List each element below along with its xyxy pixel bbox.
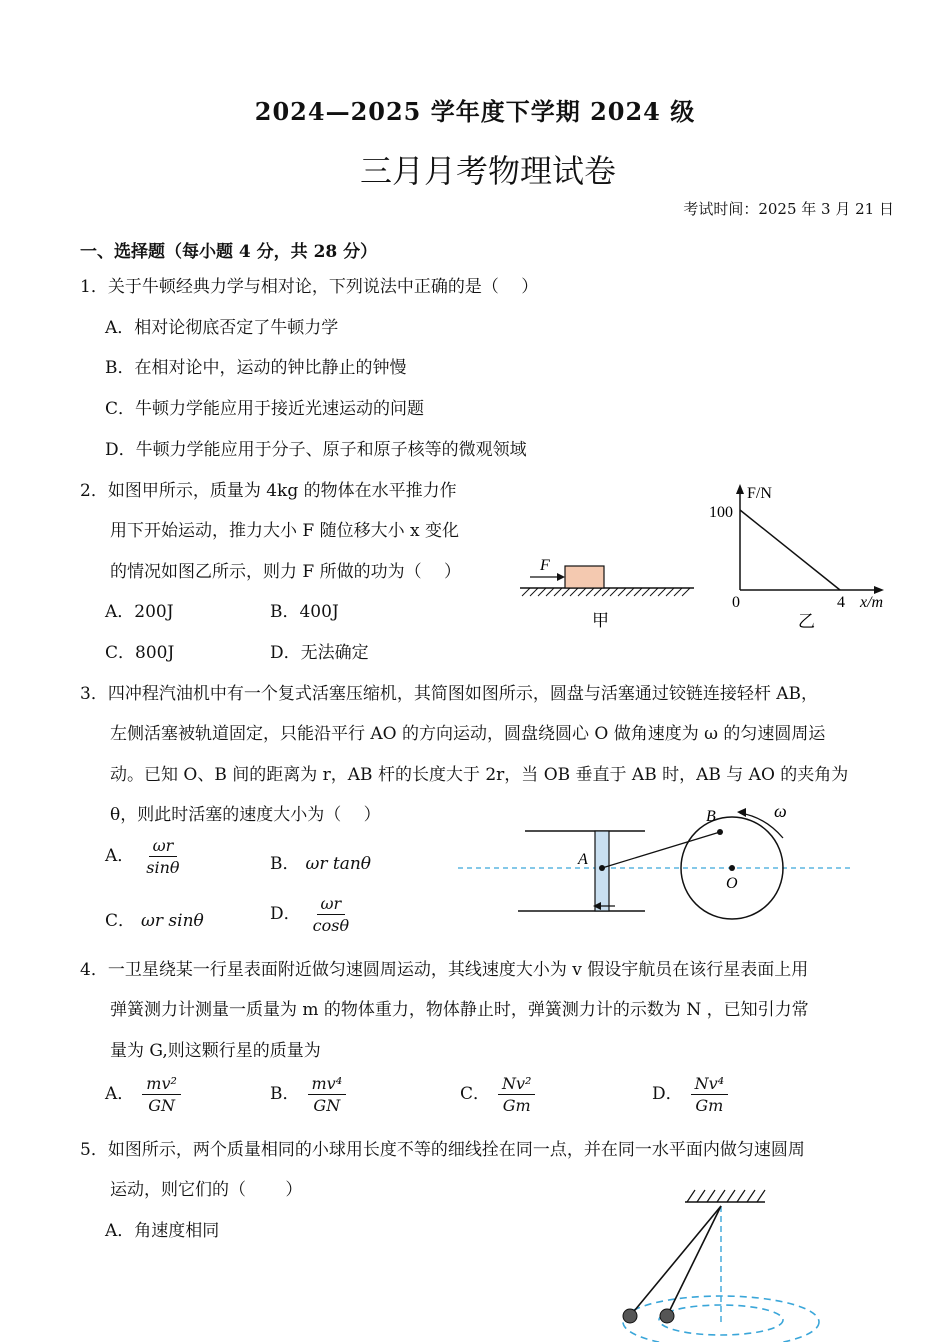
force-arrow-head	[557, 573, 565, 581]
q1-option-b: B．在相对论中，运动的钟比静止的钟慢	[105, 358, 407, 378]
figure-caption-yi: 乙	[798, 612, 815, 631]
y-axis-label: F/N	[747, 485, 772, 502]
q3-option-c	[105, 906, 204, 931]
q2-figure-yi	[700, 480, 905, 635]
force-line	[740, 510, 840, 590]
q4-option-d-fraction	[691, 1074, 728, 1115]
point-o	[729, 865, 735, 871]
q4-option-c-numerator: Nv²	[498, 1074, 535, 1095]
q2-figure-jia	[510, 550, 700, 635]
q1-option-c: C．牛顿力学能应用于接近光速运动的问题	[105, 399, 425, 419]
q4-option-a-denominator: GN	[148, 1096, 175, 1115]
rod-ab	[602, 832, 720, 868]
q2-line1: 2．如图甲所示，质量为 4kg 的物体在水平推力作	[80, 481, 457, 501]
q1-option-a: A．相对论彻底否定了牛顿力学	[105, 318, 339, 338]
block	[565, 566, 604, 588]
ceiling-hatching	[687, 1190, 765, 1202]
exam-title: 三月月考物理试卷	[359, 152, 616, 190]
q4-option-c-denominator: Gm	[502, 1096, 531, 1115]
q3-option-a-denominator: sinθ	[146, 858, 180, 877]
q4-option-c-fraction	[498, 1074, 535, 1115]
q3-line1: 3．四冲程汽油机中有一个复式活塞压缩机，其简图如图所示，圆盘与活塞通过铰链连接轻杆 AB，	[80, 684, 818, 704]
q3-option-d-label: D．	[270, 904, 301, 924]
label-omega: ω	[774, 801, 787, 821]
ball-outer	[623, 1309, 637, 1323]
q4-option-a-fraction	[142, 1074, 181, 1115]
rotation-arrow-head	[737, 808, 746, 817]
x-tick-4: 4	[837, 594, 845, 611]
point-a	[599, 865, 605, 871]
q4-option-c-label: C．	[460, 1084, 491, 1104]
q4-option-d-denominator: Gm	[695, 1096, 724, 1115]
q2-option-a: A．200J	[105, 602, 174, 622]
q3-option-d	[270, 894, 353, 935]
q3-option-d-fraction	[309, 894, 353, 935]
q5-figure	[615, 1180, 830, 1342]
label-a: A	[578, 851, 588, 868]
q2-option-b: B．400J	[270, 602, 339, 622]
y-axis-arrow	[736, 484, 744, 494]
q4-option-b-denominator: GN	[313, 1096, 341, 1115]
q2-option-c: C．800J	[105, 643, 175, 663]
ground-hatching	[522, 588, 690, 596]
q4-line3: 量为 G,则这颗行星的质量为	[110, 1041, 321, 1061]
q4-option-b-numerator: mv⁴	[308, 1074, 347, 1095]
x-axis-label: x/m	[860, 594, 884, 611]
force-label: F	[540, 557, 550, 574]
q2-line2: 用下开始运动，推力大小 F 随位移大小 x 变化	[110, 521, 459, 541]
exam-date: 考试时间：2025 年 3 月 21 日	[683, 200, 894, 218]
point-b	[717, 829, 723, 835]
q4-option-d-numerator: Nv⁴	[691, 1074, 728, 1095]
q3-option-d-denominator: cosθ	[312, 916, 350, 935]
section-title: 一、选择题（每小题 4 分，共 28 分）	[80, 242, 378, 262]
q3-line2: 左侧活塞被轨道固定，只能沿平行 AO 的方向运动，圆盘绕圆心 O 做角速度为 ω 的匀速圆周运	[110, 724, 826, 744]
q3-option-b-expression: ωr tanθ	[305, 854, 372, 874]
q4-line1: 4．一卫星绕某一行星表面附近做匀速圆周运动，其线速度大小为 v 假设宇航员在该行星表面上用	[80, 960, 809, 980]
label-b: B	[706, 808, 716, 825]
q4-line2: 弹簧测力计测量一质量为 m 的物体重力，物体静止时，弹簧测力计的示数为 N ，已知引力常	[110, 1000, 809, 1020]
q4-option-c	[460, 1074, 535, 1115]
q3-line3: 动。已知 O、B 间的距离为 r，AB 杆的长度大于 2r，当 OB 垂直于 AB 时，AB 与 AO 的夹角为	[110, 765, 849, 785]
q4-option-d-label: D．	[652, 1084, 683, 1104]
q4-option-b-label: B．	[270, 1084, 300, 1104]
ball-inner	[660, 1309, 674, 1323]
y-tick-100: 100	[709, 504, 733, 521]
q4-option-b-fraction	[308, 1074, 347, 1115]
q1-option-d: D．牛顿力学能应用于分子、原子和原子核等的微观领域	[105, 440, 527, 460]
q3-option-b-label: B．	[270, 854, 300, 874]
label-o: O	[726, 875, 738, 892]
q3-line4: θ，则此时活塞的速度大小为（ ）	[110, 805, 381, 825]
q3-option-a-label: A．	[105, 846, 135, 866]
q3-option-a-fraction	[142, 836, 183, 877]
q2-option-d: D．无法确定	[270, 643, 369, 663]
x-axis-arrow	[874, 586, 884, 594]
exam-header-line1: 2024—2025 学年度下学期 2024 级	[254, 97, 696, 126]
q3-option-c-label: C．	[105, 911, 136, 931]
q2-line3: 的情况如图乙所示，则力 F 所做的功为（ ）	[110, 562, 462, 582]
q3-option-c-expression: ωr sinθ	[141, 911, 204, 931]
q3-option-b	[270, 849, 371, 874]
q4-option-a-numerator: mv²	[142, 1074, 181, 1095]
q3-option-a-numerator: ωr	[149, 836, 178, 857]
q5-line1: 5．如图所示，两个质量相同的小球用长度不等的细线拴在同一点，并在同一水平面内做匀速圆周	[80, 1140, 805, 1160]
q3-option-d-numerator: ωr	[317, 894, 346, 915]
origin-label: 0	[732, 594, 740, 611]
figure-caption-jia: 甲	[592, 611, 609, 630]
q5-line2: 运动，则它们的（ ）	[110, 1180, 303, 1200]
q5-option-a: A．角速度相同	[105, 1221, 220, 1241]
q3-option-a	[105, 836, 184, 877]
q4-option-a	[105, 1074, 181, 1115]
q1-stem: 1．关于牛顿经典力学与相对论，下列说法中正确的是（ ）	[80, 277, 539, 297]
q4-option-d	[652, 1074, 728, 1115]
q4-option-a-label: A．	[105, 1084, 135, 1104]
q4-option-b	[270, 1074, 346, 1115]
q3-figure	[450, 795, 860, 920]
